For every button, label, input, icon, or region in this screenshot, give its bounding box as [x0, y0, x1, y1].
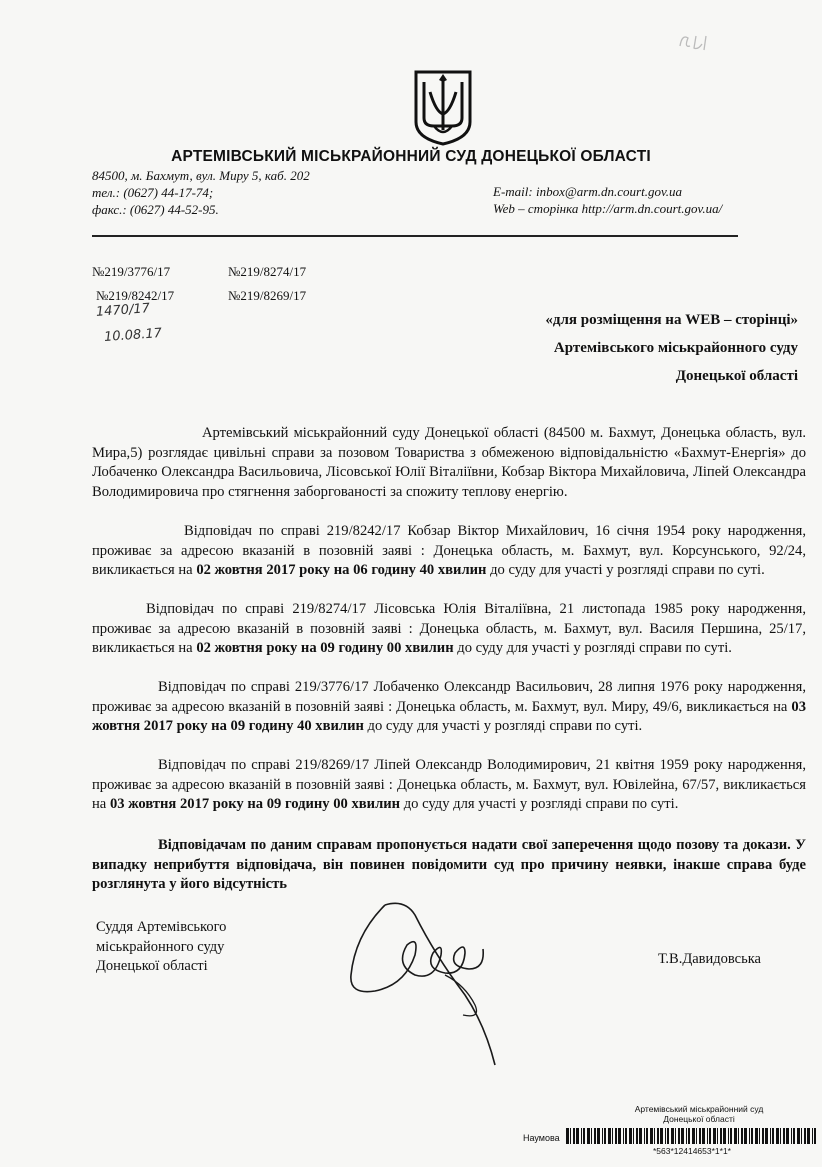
addressee-line-1: «для розміщення на WEB – сторінці»: [545, 312, 798, 328]
barcode-bar: [793, 1128, 795, 1144]
barcode-bar: [657, 1128, 659, 1144]
barcode-bar: [625, 1128, 627, 1144]
defendant-paragraph-4: Відповідач по справі 219/8269/17 Ліпей Олександр Володимирович, 21 квітня 1959 року народження, проживає за адресою вказаній в позовній заяві : Донецька область, м. Бахмут, вул. Ювілейна, 67/57, викликається на 03 жовтня 2017 року на 09 годину 00 хвилин до суду для участі у розгляді справи по суті.: [92, 757, 806, 813]
barcode-bar: [623, 1128, 624, 1144]
barcode-bar: [636, 1128, 638, 1144]
barcode-bar: [660, 1128, 663, 1144]
barcode-bar: [707, 1128, 708, 1144]
barcode-bar: [633, 1128, 634, 1144]
corner-pencil-mark: [676, 28, 726, 54]
handwritten-reference: 1470/17: [95, 301, 151, 320]
barcode-bar: [671, 1128, 674, 1144]
barcode-bar: [654, 1128, 655, 1144]
court-email: E-mail: inbox@arm.dn.court.gov.ua: [493, 184, 682, 199]
barcode-bar: [644, 1128, 645, 1144]
case-number: №219/3776/17: [92, 264, 171, 279]
hearing-date: 02 жовтня року на 09 годину 00 хвилин: [196, 640, 454, 657]
court-web: Web – сторінка http://arm.dn.court.gov.ua/: [493, 201, 723, 216]
barcode-bar: [665, 1128, 666, 1144]
barcode-bar: [765, 1128, 768, 1144]
barcode-bar: [678, 1128, 680, 1144]
intro-paragraph: Артемівський міськрайонний суду Донецької області (84500 м. Бахмут, Донецька область, вул. Мира,5) розглядає цивільні справи за позовом Товариства з обмеженою відповідальністю «Бахмут-Енергія» до Лобаченко Олександра Васильовича, Лісовської Юлії Віталіївни, Кобзар Віктора Михайловича, Ліпей Олександра Володимировича про стягнення заборгованості за спожиту теплову енергію.: [92, 425, 806, 500]
barcode-bar: [675, 1128, 676, 1144]
barcode-bar: [608, 1128, 611, 1144]
barcode-bar: [594, 1128, 596, 1144]
barcode-bar: [602, 1128, 603, 1144]
barcode-bar: [587, 1128, 590, 1144]
barcode-bar: [629, 1128, 632, 1144]
barcode-bar: [597, 1128, 600, 1144]
barcode-bar: [738, 1128, 739, 1144]
hearing-date: 03 жовтня 2017 року на 09 годину 00 хвилин: [109, 796, 401, 813]
case-number: №219/8269/17: [228, 288, 307, 303]
barcode-bar: [591, 1128, 592, 1144]
barcode-bar: [772, 1128, 774, 1144]
court-stamp: Артемівський міськрайонний суд Донецької області: [634, 1104, 764, 1124]
handwritten-date: 10.08.17: [103, 325, 163, 346]
barcode-bar: [744, 1128, 747, 1144]
barcode-bar: [692, 1128, 695, 1144]
barcode-bar: [639, 1128, 642, 1144]
defendant-paragraph-2: Відповідач по справі 219/8274/17 Лісовська Юлія Віталіївна, 21 листопада 1985 року народження, проживає за адресою вказаній в позовній заяві : Донецька область, м. Бахмут, вул. Василя Першина, 25/17, викликається на 02 жовтня року на 09 годину 00 хвилин до суду для участі у розгляді справи по суті.: [92, 601, 806, 657]
barcode-bar: [720, 1128, 722, 1144]
barcode-bar: [696, 1128, 697, 1144]
barcode-bar: [730, 1128, 732, 1144]
barcode-bar: [581, 1128, 582, 1144]
barcode-bar: [681, 1128, 684, 1144]
court-phone: тел.: (0627) 44-17-74;: [92, 185, 214, 200]
addressee-line-2: Артемівського міськрайонного суду: [553, 340, 798, 356]
hearing-date: 03 жовтня 2017 року на 09 годину 40 хвилин: [92, 698, 806, 735]
barcode-bar: [612, 1128, 613, 1144]
barcode-bar: [709, 1128, 711, 1144]
barcode-bar: [801, 1128, 802, 1144]
barcode-bar: [807, 1128, 810, 1144]
barcode-bar: [618, 1128, 621, 1144]
barcode-bar: [797, 1128, 800, 1144]
coat-of-arms-icon: [412, 68, 474, 146]
barcode-bar: [583, 1128, 585, 1144]
barcode-bar: [783, 1128, 785, 1144]
barcode-bar: [650, 1128, 653, 1144]
barcode-bar: [615, 1128, 617, 1144]
barcode-bar: [786, 1128, 789, 1144]
barcode-bar: [728, 1128, 729, 1144]
barcode-bar: [646, 1128, 648, 1144]
barcode-bar: [576, 1128, 579, 1144]
barcode-bar: [741, 1128, 743, 1144]
barcode-number: *563*12414653*1*1*: [653, 1146, 731, 1156]
barcode-bar: [667, 1128, 669, 1144]
barcode-bar: [702, 1128, 705, 1144]
case-number: №219/8242/17: [96, 288, 175, 303]
defendant-paragraph-1: Відповідач по справі 219/8242/17 Кобзар Віктор Михайлович, 16 січня 1954 року народження, проживає за адресою вказаній в позовній заяві : Донецька область, м. Бахмут, вул. Корсунського, 92/24, викликається на 02 жовтня 2017 року на 06 годину 40 хвилин до суду для участі у розгляді справи по суті.: [92, 523, 806, 579]
barcode-bar: [791, 1128, 792, 1144]
barcode-bar: [686, 1128, 687, 1144]
barcode-bar: [734, 1128, 737, 1144]
hearing-date: 02 жовтня 2017 року на 06 годину 40 хвилин: [196, 562, 487, 579]
judge-name: Т.В.Давидовська: [658, 951, 761, 967]
barcode-bar: [762, 1128, 764, 1144]
handwritten-signature: [345, 895, 545, 1075]
warning-paragraph: Відповідачам по даним справам пропонується надати свої заперечення щодо позову та докази. У випадку неприбуття відповідача, він повинен повідомити суд про причину неявки, інакше справа буде розглянута у його відсутність: [92, 837, 806, 893]
document-barcode: [566, 1128, 818, 1144]
judge-title: Суддя Артемівського міськрайонного суду Донецької області: [96, 919, 227, 974]
barcode-bar: [717, 1128, 718, 1144]
barcode-bar: [751, 1128, 753, 1144]
barcode-bar: [812, 1128, 813, 1144]
case-number: №219/8274/17: [228, 264, 307, 279]
barcode-bar: [804, 1128, 806, 1144]
barcode-bar: [755, 1128, 758, 1144]
court-name: АРТЕМІВСЬКИЙ МІСЬКРАЙОННИЙ СУД ДОНЕЦЬКОЇ ОБЛАСТІ: [171, 148, 651, 165]
header-divider: [92, 235, 738, 237]
barcode-bar: [713, 1128, 716, 1144]
barcode-bar: [604, 1128, 606, 1144]
barcode-bar: [749, 1128, 750, 1144]
defendant-paragraph-3: Відповідач по справі 219/3776/17 Лобаченко Олександр Васильович, 28 липня 1976 року народження, проживає за адресою вказаній в позовній заяві : Донецька область, м. Бахмут, вул. Миру, 49/6, викликається на 03 жовтня 2017 року на 09 годину 40 хвилин до суду для участі у розгляді справи по суті.: [92, 679, 806, 735]
barcode-bar: [699, 1128, 701, 1144]
court-address: 84500, м. Бахмут, вул. Миру 5, каб. 202: [92, 168, 310, 183]
barcode-bar: [723, 1128, 726, 1144]
barcode-bar: [780, 1128, 781, 1144]
barcode-bar: [770, 1128, 771, 1144]
barcode-bar: [570, 1128, 571, 1144]
court-fax: факс.: (0627) 44-52-95.: [92, 202, 219, 217]
addressee-line-3: Донецької області: [675, 368, 798, 384]
clerk-name: Наумова: [523, 1133, 560, 1143]
barcode-bar: [566, 1128, 569, 1144]
barcode-bar: [573, 1128, 575, 1144]
barcode-bar: [776, 1128, 779, 1144]
barcode-bar: [688, 1128, 690, 1144]
barcode-bar: [814, 1128, 816, 1144]
barcode-bar: [759, 1128, 760, 1144]
